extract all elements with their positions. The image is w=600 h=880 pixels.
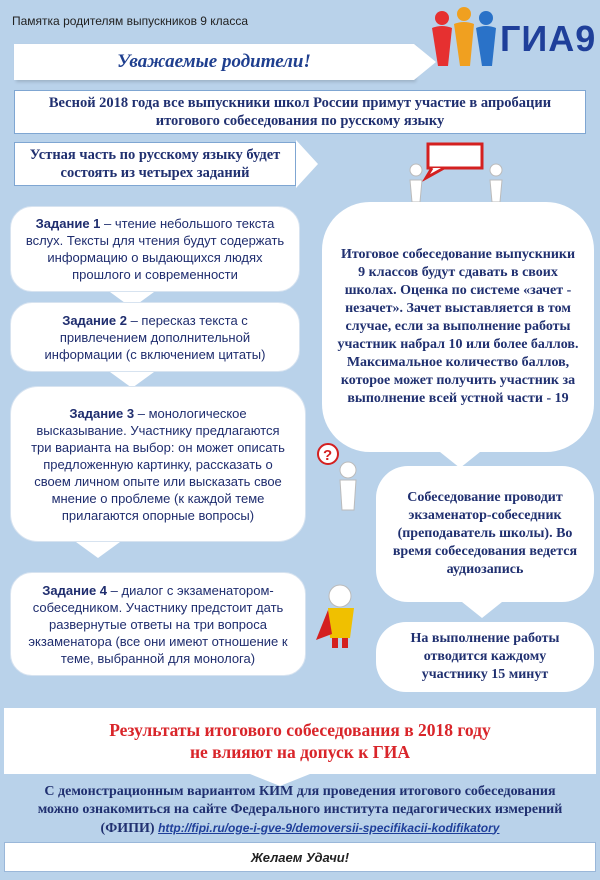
- greeting-banner: Уважаемые родители!: [14, 44, 414, 80]
- greeting-arrow: [414, 44, 436, 80]
- gia9-logo: [428, 6, 598, 70]
- task-3-arrow: [76, 542, 120, 558]
- logo-text: ГИА9: [500, 18, 597, 59]
- examiner-info-box: Собеседование проводит экзаменатор-собеседник (преподаватель школы). Во время собеседования ведется аудиозапись: [376, 466, 594, 602]
- task-3-title: Задание 3: [69, 405, 135, 421]
- results-line-2: не влияют на допуск к ГИА: [189, 742, 411, 762]
- task-3-box: [10, 386, 306, 542]
- wish-banner: Желаем Удачи!: [4, 842, 596, 872]
- task-1-text: – чтение небольшого текста вслух. Тексты для чтения будут содержать информацию о выдающихся людях прошлого и современности: [25, 216, 285, 282]
- task-4-text: – диалог с экзаменатором-собеседником. Участнику предстоит дать развернутые ответы на три вопроса экзаменатора (все они имеют отношение к теме, выбранной для монолога): [28, 582, 288, 666]
- dialogue-illustration: [402, 140, 510, 206]
- oral-part-box: Устная часть по русскому языку будет состоять из четырех заданий: [14, 142, 296, 186]
- demo-info: [4, 782, 596, 838]
- task-1-title: Задание 1: [35, 216, 101, 231]
- question-mark-icon: ?: [323, 447, 333, 464]
- superhero-figure-illustration: [310, 582, 366, 650]
- demo-line-1: С демонстрационным вариантом КИМ для проведения итогового собеседования: [44, 783, 556, 799]
- results-banner: [4, 708, 596, 774]
- grading-info-box: Итоговое собеседование выпускники 9 классов будут сдавать в своих школах. Оценка по системе «зачет - незачет». Зачет выставляется в том случае, если за выполнение работы участник набрал 10 или более баллов. Максимальное количество баллов, которое может получить участник за выполнение всей устной части - 19: [322, 202, 594, 452]
- header-title: Памятка родителям выпускников 9 класса: [12, 14, 249, 28]
- task-2-title: Задание 2: [62, 312, 127, 328]
- examiner-info-arrow: [462, 602, 502, 618]
- demo-line-2: можно ознакомиться на сайте Федерального института педагогических измерений: [37, 801, 563, 817]
- fipi-link[interactable]: http://fipi.ru/oge-i-gve-9/demoversii-specifikacii-kodifikatory: [158, 820, 500, 835]
- task-2-text: – пересказ текста с привлечением дополнительной информации (с включением цитаты): [44, 312, 266, 362]
- task-4-title: Задание 4: [42, 582, 108, 598]
- time-info-box: На выполнение работы отводится каждому участнику 15 минут: [376, 622, 594, 692]
- oral-part-arrow: [296, 140, 318, 188]
- task-4-box: [10, 572, 306, 676]
- logo-figures-icon: [428, 6, 504, 70]
- task-1-box: [10, 206, 300, 292]
- demo-prefix: (ФИПИ): [100, 820, 159, 836]
- thinking-figure-illustration: [314, 440, 368, 518]
- results-line-1: Результаты итогового собеседования в 2018 году: [109, 720, 491, 740]
- task-2-box: [10, 302, 300, 372]
- task-3-text: – монологическое высказывание. Участнику предлагаются три варианта на выбор: он может описать предложенную картинку, рассказать о своем личном опыте или высказать свое мнение о проблеме (к каждой теме прилагаются опорные вопросы): [31, 405, 285, 523]
- intro-box: Весной 2018 года все выпускники школ России примут участие в апробации итогового собеседования по русскому языку: [14, 90, 586, 134]
